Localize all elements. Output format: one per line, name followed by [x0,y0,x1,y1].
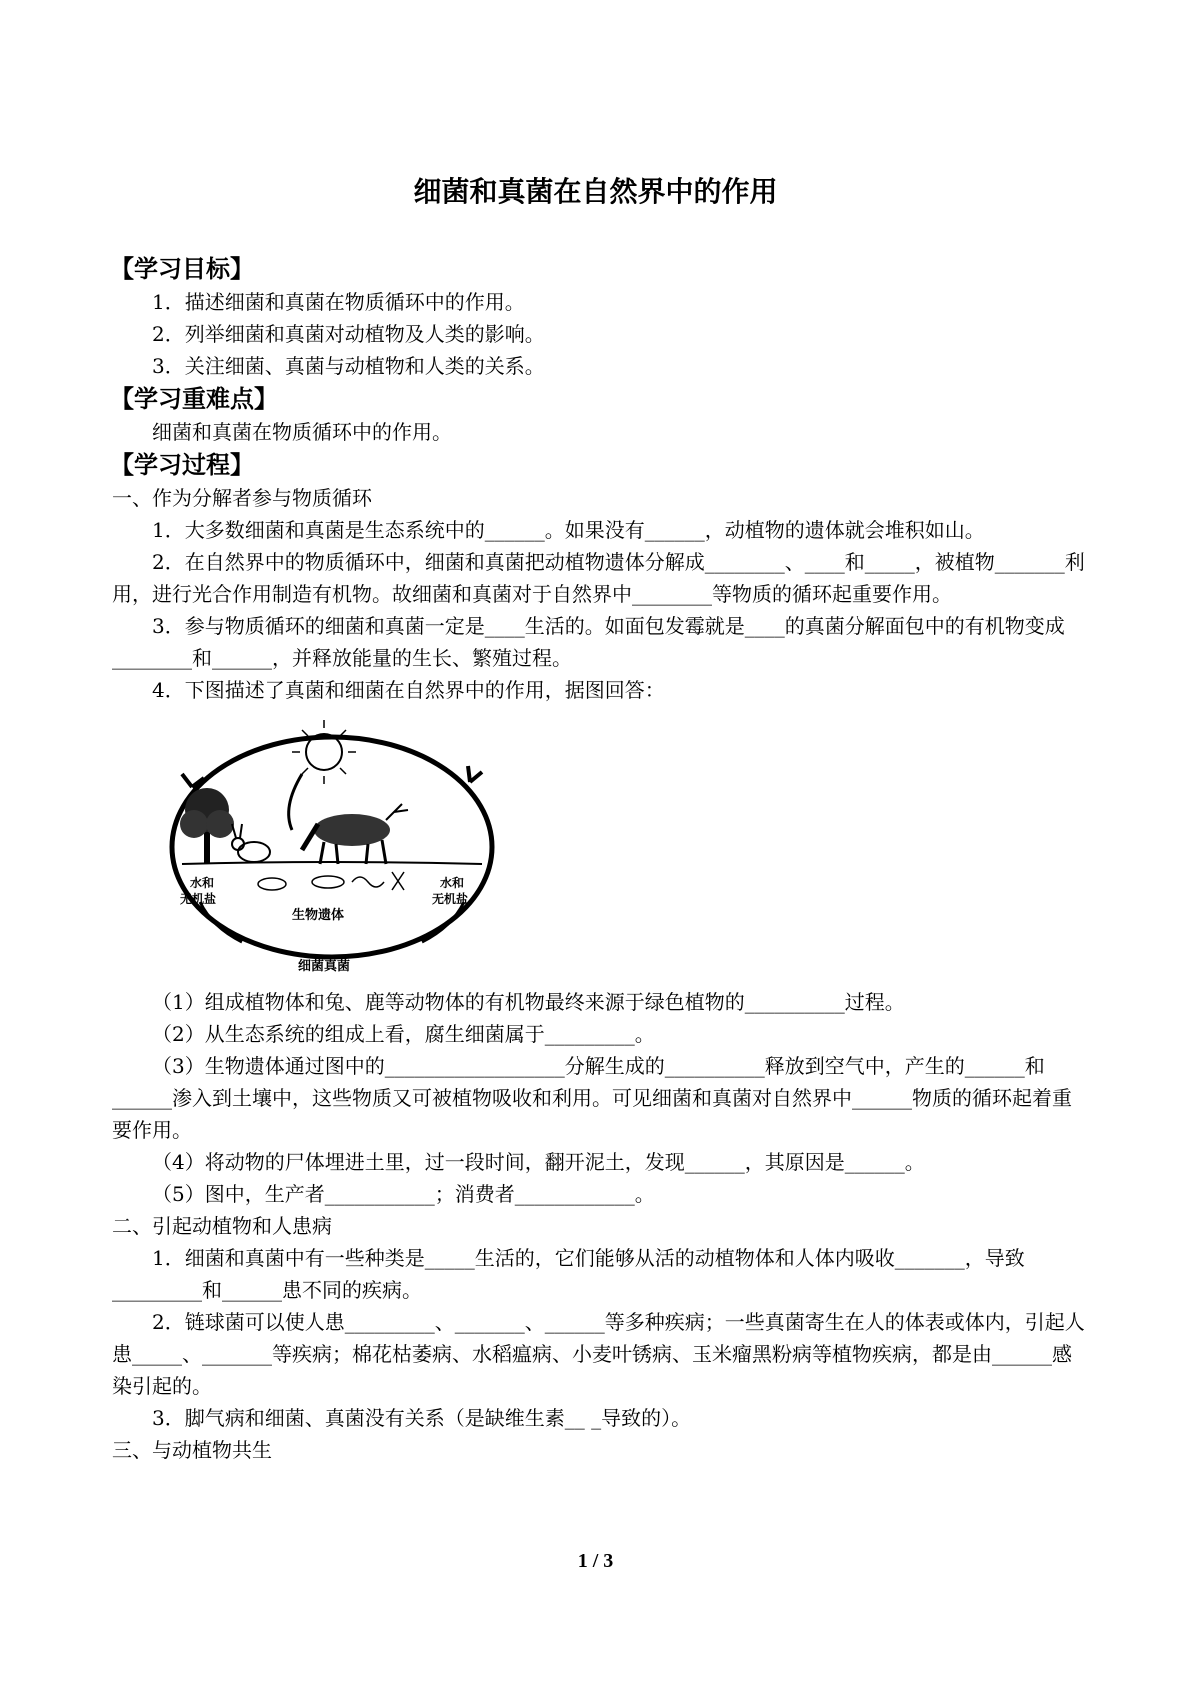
part1-heading: 一、作为分解者参与物质循环 [112,486,372,510]
document-body [112,252,1087,1466]
ground-line [182,862,482,864]
keypoint-text: 细菌和真菌在物质循环中的作用。 [152,420,452,444]
label-left-salt: 无机盐 [180,892,217,906]
deer-icon [302,804,408,864]
label-microbes: 细菌真菌 [298,959,351,974]
part1-question-4: 4．下图描述了真菌和细菌在自然界中的作用，据图回答： [152,678,665,702]
objective-item: 3．关注细菌、真菌与动植物和人类的关系。 [152,354,545,378]
label-right-water: 水和 [440,876,465,890]
process-heading: 【学习过程】 [110,451,254,479]
part2-question-1: 1．细菌和真菌中有一些种类是_____生活的，它们能够从活的动植物体和人体内吸收_______，导致_________和______患不同的疾病。 [112,1246,1025,1302]
page-title: 细菌和真菌在自然界中的作用 [413,175,778,208]
part1-subquestion-2: （2）从生态系统的组成上看，腐生细菌属于_________。 [152,1022,655,1046]
tree-icon [180,788,234,864]
part1-subquestion-4: （4）将动物的尸体埋进土里，过一段时间，翻开泥土，发现______，其原因是______。 [152,1150,925,1174]
part2-question-3: 3．脚气病和细菌、真菌没有关系（是缺维生素__ _导致的）。 [152,1406,692,1430]
objectives-heading: 【学习目标】 [110,255,254,283]
page-number: 1 / 3 [577,1550,614,1572]
cycle-diagram [152,712,512,982]
label-remains: 生物遗体 [292,908,345,923]
part1-question-1: 1．大多数细菌和真菌是生态系统中的______。如果没有______，动植物的遗体就会堆积如山。 [152,518,985,542]
remains-icon [258,872,404,890]
cycle-loop [172,737,492,957]
part2-heading: 二、引起动植物和人患病 [112,1214,332,1238]
ecosystem-cycle-figure [152,712,512,982]
label-right-salt: 无机盐 [432,892,469,906]
part1-subquestion-5: （5）图中，生产者___________；消费者____________。 [152,1182,655,1206]
part2-question-2: 2．链球菌可以使人患_________、_______、______等多种疾病；一些真菌寄生在人的体表或体内，引起人患_____、_______等疾病；棉花枯萎病、水稻瘟病、小麦叶锈病、玉米瘤黑粉病等植物疾病，都是由______感染引起的。 [112,1310,1085,1398]
rabbit-icon [232,824,270,862]
part3-heading: 三、与动植物共生 [112,1438,272,1462]
objective-item: 1．描述细菌和真菌在物质循环中的作用。 [152,290,525,314]
part1-question-3: 3．参与物质循环的细菌和真菌一定是____生活的。如面包发霉就是____的真菌分解面包中的有机物变成________和______，并释放能量的生长、繁殖过程。 [112,614,1065,670]
objective-item: 2．列举细菌和真菌对动植物及人类的影响。 [152,322,545,346]
label-left-water: 水和 [190,876,215,890]
arrow-icon [468,766,482,782]
sunlight-arrow [289,774,302,830]
part1-subquestion-1: （1）组成植物体和兔、鹿等动物体的有机物最终来源于绿色植物的__________过程。 [152,990,905,1014]
part1-question-2: 2．在自然界中的物质循环中，细菌和真菌把动植物遗体分解成________、____和_____，被植物_______利用，进行光合作用制造有机物。故细菌和真菌对于自然界中________等物质的循环起重要作用。 [112,550,1085,606]
keypoints-heading: 【学习重难点】 [110,385,278,413]
part1-subquestion-3: （3）生物遗体通过图中的__________________分解生成的__________释放到空气中，产生的______和______渗入到土壤中，这些物质又可被植物吸收和利用。可见细菌和真菌对自然界中______物质的循环起着重要作用。 [112,1054,1072,1142]
